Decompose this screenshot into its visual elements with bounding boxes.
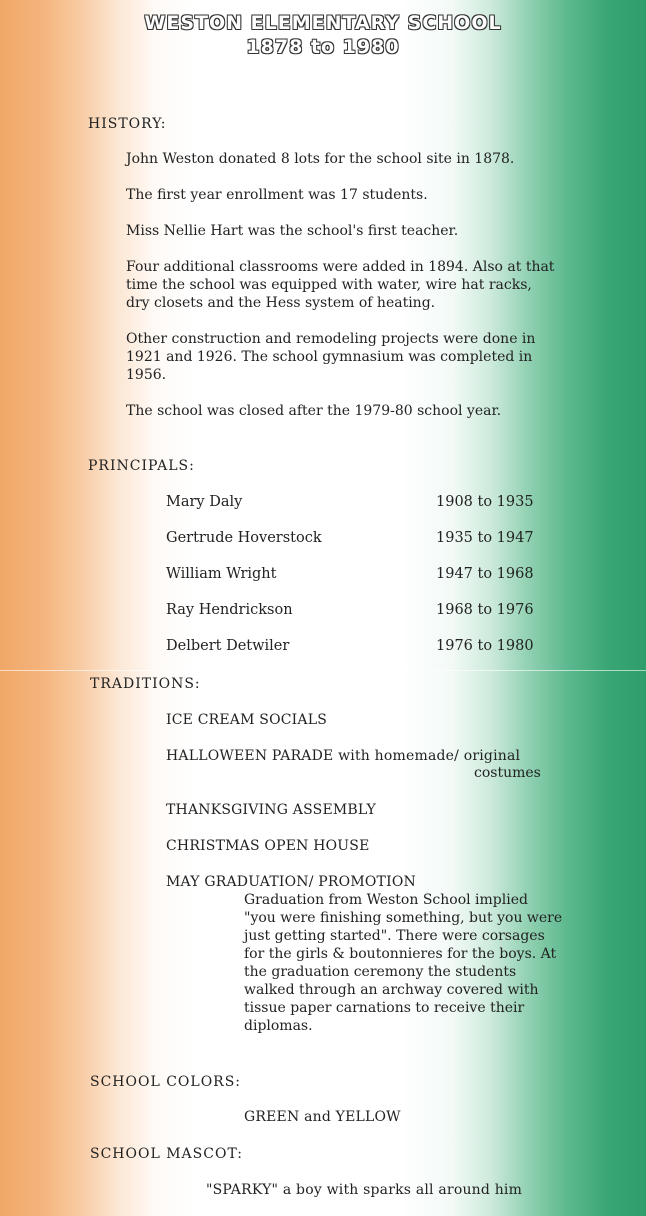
- history-paragraph: The school was closed after the 1979-80 school year.: [126, 403, 502, 419]
- principal-years: 1947 to 1968: [436, 566, 534, 582]
- principal-years: 1935 to 1947: [436, 530, 534, 546]
- tradition-item: MAY GRADUATION/ PROMOTION: [166, 874, 416, 890]
- principal-years: 1908 to 1935: [436, 494, 534, 510]
- history-paragraph: Four additional classrooms were added in 1894. Also at that time the school was equipped with water, wire hat racks, dry closets and the Hess system of heating.: [126, 259, 555, 311]
- history-heading: HISTORY:: [88, 116, 167, 132]
- principal-name: Mary Daly: [166, 494, 243, 510]
- tradition-item: THANKSGIVING ASSEMBLY: [166, 802, 376, 818]
- document-subtitle-years: 1878 to 1980: [246, 36, 400, 58]
- traditions-heading: TRADITIONS:: [90, 676, 201, 692]
- history-paragraph: Miss Nellie Hart was the school's first teacher.: [126, 223, 459, 239]
- school-mascot-heading: SCHOOL MASCOT:: [90, 1146, 243, 1162]
- tradition-item: ICE CREAM SOCIALS: [166, 712, 327, 728]
- principal-name: Gertrude Hoverstock: [166, 530, 322, 546]
- school-colors-value: GREEN and YELLOW: [244, 1109, 401, 1125]
- school-colors-heading: SCHOOL COLORS:: [90, 1074, 242, 1090]
- principal-name: Ray Hendrickson: [166, 602, 293, 618]
- principals-heading: PRINCIPALS:: [88, 458, 195, 474]
- tradition-item: CHRISTMAS OPEN HOUSE: [166, 838, 370, 854]
- principal-name: William Wright: [166, 566, 277, 582]
- history-paragraph: Other construction and remodeling projects were done in 1921 and 1926. The school gymnasium was completed in 1956.: [126, 331, 536, 383]
- principal-name: Delbert Detwiler: [166, 638, 290, 654]
- principal-years: 1976 to 1980: [436, 638, 534, 654]
- history-paragraph: John Weston donated 8 lots for the school site in 1878.: [126, 151, 515, 167]
- principal-years: 1968 to 1976: [436, 602, 534, 618]
- graduation-description: Graduation from Weston School implied "you were finishing something, but you were just getting started". There were corsages for the girls & boutonnieres for the boys. At the graduation ceremony the students walked through an archway covered with tissue paper carnations to receive their diplomas.: [244, 892, 563, 1034]
- document-title: WESTON ELEMENTARY SCHOOL: [144, 12, 502, 34]
- tradition-item-continuation: costumes: [474, 765, 541, 781]
- history-paragraph: The first year enrollment was 17 students.: [126, 187, 428, 203]
- school-mascot-value: "SPARKY" a boy with sparks all around him: [206, 1182, 523, 1198]
- page-seam-divider: [0, 670, 646, 671]
- tradition-item: HALLOWEEN PARADE with homemade/ original: [166, 748, 521, 764]
